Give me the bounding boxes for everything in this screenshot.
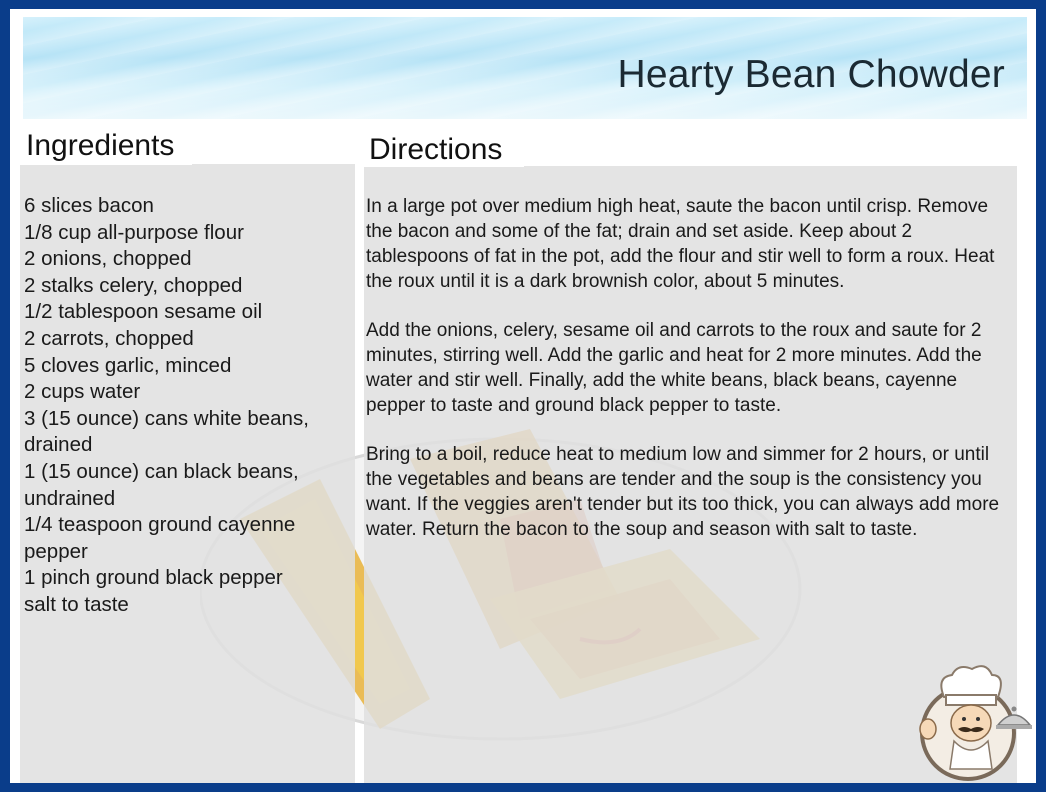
directions-text — [366, 194, 1011, 566]
list-item: 2 carrots, chopped — [24, 326, 194, 350]
ingredients-list — [24, 193, 344, 619]
list-item: 1/4 teaspoon ground cayenne pepper — [24, 513, 296, 563]
list-item: 2 cups water — [24, 380, 141, 404]
directions-heading: Directions — [362, 127, 524, 167]
direction-step: Add the onions, celery, sesame oil and carrots to the roux and saute for 2 minutes, stirring well. Add the garlic and heat for 2 more minutes. Add the water and stir well. Finally, add the white beans, black beans, cayenne pepper to taste and ground black pepper to taste. — [366, 320, 982, 416]
list-item: 2 onions, chopped — [24, 247, 192, 271]
list-item: 2 stalks celery, chopped — [24, 273, 243, 297]
recipe-card — [10, 9, 1036, 783]
list-item: salt to taste — [24, 592, 129, 616]
list-item: 1/8 cup all-purpose flour — [24, 220, 244, 244]
list-item: 5 cloves garlic, minced — [24, 353, 232, 377]
list-item: 1 pinch ground black pepper — [24, 566, 283, 590]
list-item: 6 slices bacon — [24, 194, 154, 217]
list-item: 1/2 tablespoon sesame oil — [24, 300, 263, 324]
list-item: 3 (15 ounce) cans white beans, drained — [24, 406, 309, 457]
page-title: Hearty Bean Chowder — [617, 53, 1005, 96]
direction-step: In a large pot over medium high heat, saute the bacon until crisp. Remove the bacon and some of the fat; drain and set aside. Keep about 2 tablespoons of fat in the pot, add the flour and stir well to form a roux. Heat the roux until it is a dark brownish color, about 5 minutes. — [366, 196, 995, 292]
ingredients-heading: Ingredients — [20, 125, 192, 165]
list-item: 1 (15 ounce) can black beans, undrained — [24, 459, 299, 510]
title-banner — [23, 17, 1027, 119]
chef-mascot-icon — [906, 659, 1036, 783]
direction-step: Bring to a boil, reduce heat to medium low and simmer for 2 hours, or until the vegetables and beans are tender and the soup is the consistency you want. If the veggies aren't tender but its too thick, you can always add more water. Return the bacon to the soup and season with salt to taste. — [366, 444, 1000, 540]
